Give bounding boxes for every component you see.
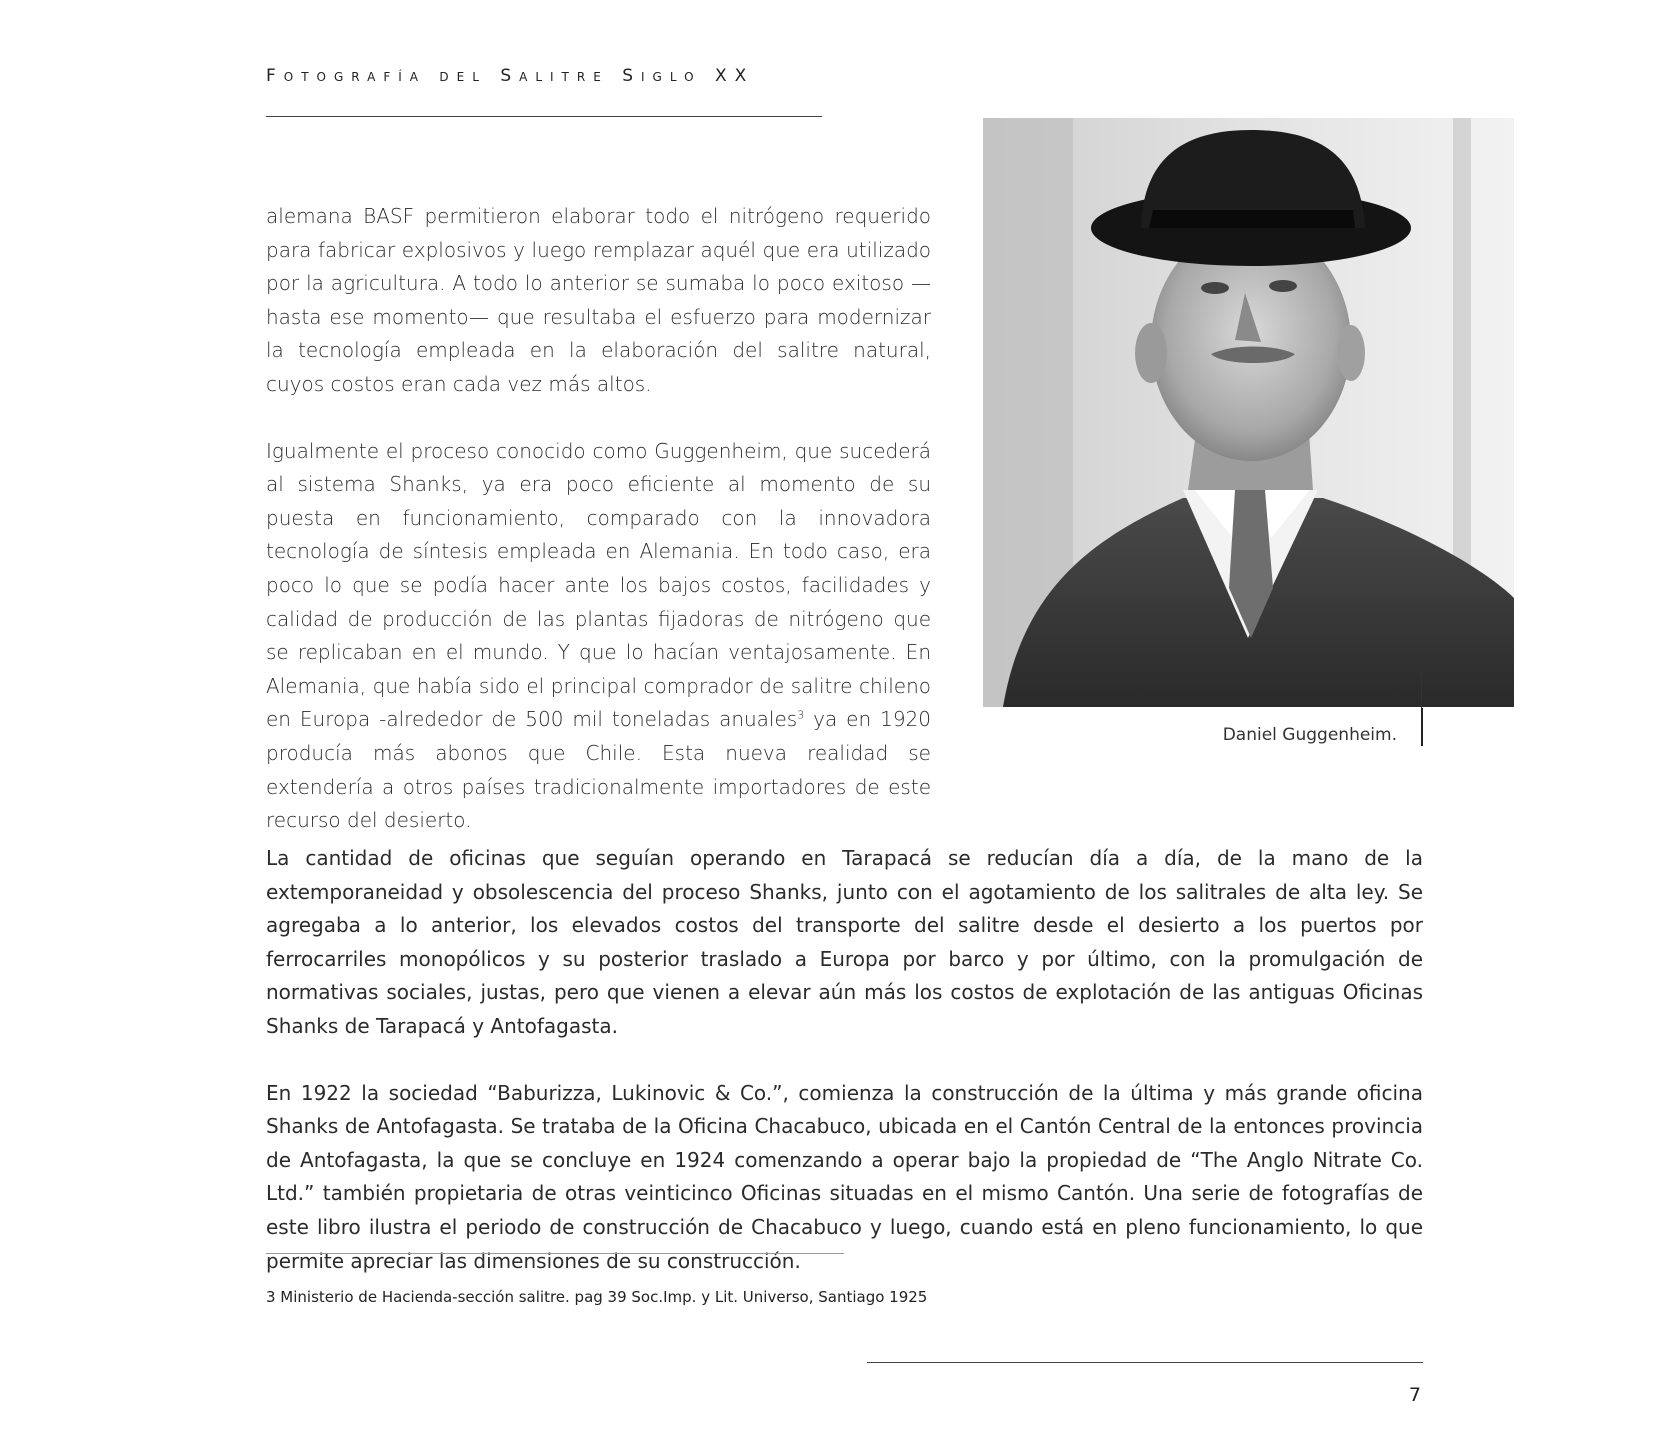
paragraph: alemana BASF permitieron elaborar todo el nitrógeno requerido para fabricar explosivos y luego remplazar aquél que era utilizado por la agricultura. A todo lo anterior se sumaba lo poco exitoso —hasta ese momento— que resultaba el esfuerzo para modernizar la tecnología empleada en la elaboración del salitre natural, cuyos costos eran cada vez más altos. [266, 204, 931, 396]
page-number: 7 [1408, 1384, 1421, 1406]
paragraph: En 1922 la sociedad “Baburizza, Lukinovic & Co.”, comienza la construcción de la última y más grande oficina Shanks de Antofagasta. Se trataba de la Oficina Chacabuco, ubicada en el Cantón Central de la entonces provincia de Antofagasta, la que se concluye en 1924 comenzando a operar bajo la propiedad de “The Anglo Nitrate Co. Ltd.” también propietaria de otras veinticinco Oficinas situadas en el mismo Cantón. Una serie de fotografías de este libro ilustra el periodo de construcción de Chacabuco y luego, cuando está en pleno funcionamiento, lo que permite apreciar las dimensiones de su construcción. [266, 1080, 1423, 1273]
footnote-marker: 3 [797, 708, 805, 722]
paragraph [266, 435, 931, 838]
left-column-text [266, 200, 931, 871]
paragraph-text: Igualmente el proceso conocido como Guggenheim, que sucederá al sistema Shanks, ya era poco eficiente al momento de su puesta en funcionamiento, comparado con la innovadora tecnología de síntesis empleada en Alemania. En todo caso, era poco lo que se podía hacer ante los bajos costos, facilidades y calidad de producción de las plantas fijadoras de nitrógeno que se replicaban en el mundo. Y que lo hacían ventajosamente. En Alemania, que había sido el principal comprador de salitre chileno en Europa -alrededor de 500 mil toneladas anuales [266, 438, 931, 732]
footnote: 3 Ministerio de Hacienda-sección salitre. pag 39 Soc.Imp. y Lit. Universo, Santiago 1925 [266, 1288, 928, 1306]
caption-rule [1421, 668, 1422, 708]
portrait-photo [983, 118, 1514, 707]
footer-rule [867, 1362, 1423, 1363]
running-header: Fotografía del Salitre Siglo XX [266, 66, 755, 86]
header-rule [266, 116, 822, 117]
paragraph-text: ya en 1920 producía más abonos que Chile. Esta nueva realidad se extendería a otros países tradicionalmente importadores de este recurso del desierto. [266, 707, 931, 833]
caption-rule [1421, 708, 1423, 746]
paragraph: La cantidad de oficinas que seguían operando en Tarapacá se reducían día a día, de la mano de la extemporaneidad y obsolescencia del proceso Shanks, junto con el agotamiento de los salitrales de alta ley. Se agregaba a lo anterior, los elevados costos del transporte del salitre desde el desierto a los puertos por ferrocarriles monopólicos y su posterior traslado a Europa por barco y por último, con la promulgación de normativas sociales, justas, pero que vienen a elevar aún más los costos de explotación de las antiguas Oficinas Shanks de Tarapacá y Antofagasta. [266, 846, 1423, 1038]
footnote-rule [266, 1253, 844, 1254]
photo-caption: Daniel Guggenheim. [1222, 725, 1397, 745]
full-width-text [266, 842, 1423, 1311]
